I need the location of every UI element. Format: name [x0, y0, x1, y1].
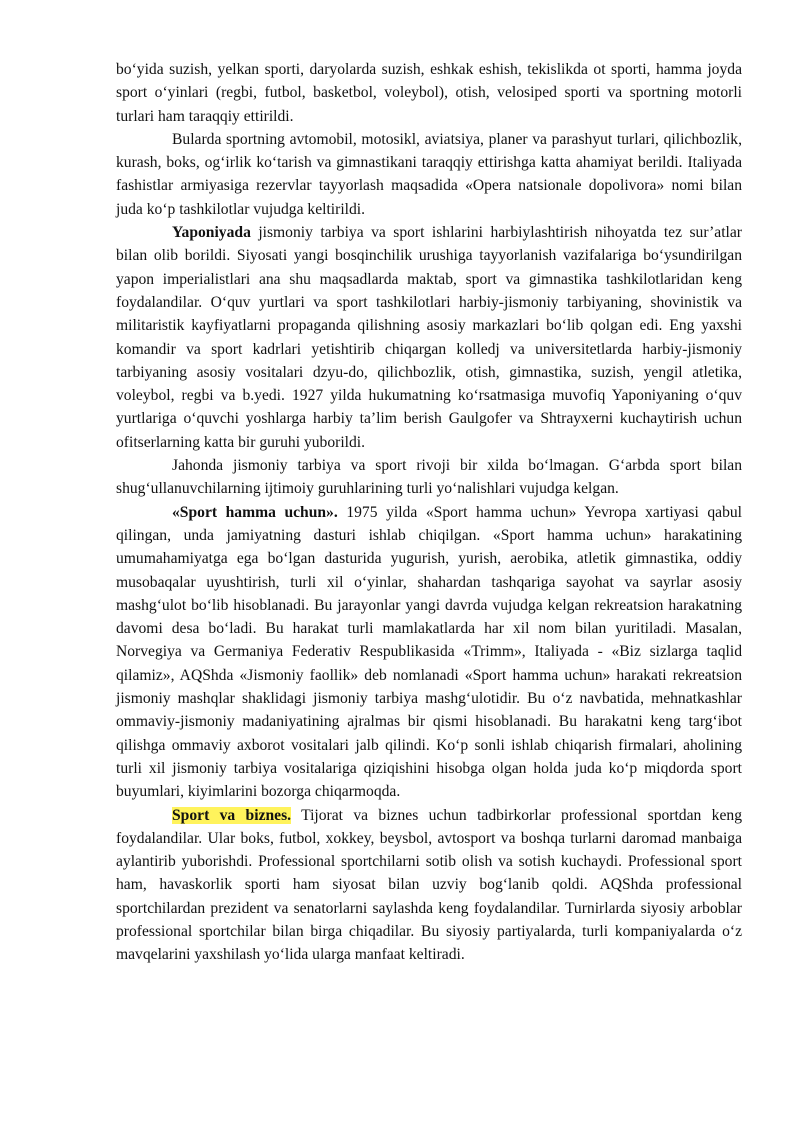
- paragraph-5-body: 1975 yilda «Sport hamma uchun» Yevropa xartiyasi qabul qilingan, unda jamiyatning dasturi ishlab chiqilgan. «Sport hamma uchun» harakatining umumahamiyatga ega bo‘lgan dasturida yugurish, yurish, aerobika, atletik gimnastika, oddiy musobaqalar uyushtirish, turli xil o‘yinlar, shahardan tashqariga sayohat va sayrlar asosiy mashg‘ulot bo‘lib hisoblanadi. Bu jarayonlar yangi davrda vujudga kelgan rekreatsion harakatning davomi desa bo‘ladi. Bu harakat turli mamlakatlarda har xil nom bilan yuritiladi. Masalan, Norvegiya va Germaniya Federativ Respublikasida «Trimm», Italiyada - «Biz sizlarga taqlid qilamiz», AQShda «Jismoniy faollik» deb nomlanadi «Sport hamma uchun» harakati rekreatsion jismoniy mashqlar shaklidagi jismoniy tarbiya mashg‘ulotidir. Bu o‘z navbatida, mehnatkashlar ommaviy-jismoniy madaniyatining ajralmas bir qismi hisoblanadi. Bu harakatni keng targ‘ibot qilishga ommaviy axborot vositalari jalb qilindi. Ko‘p sonli ishlab chiqarish firmalari, aholining turli xil jismoniy tarbiya vositalariga qiziqishini hisobga olgan holda juda ko‘p miqdorda sport buyumlari, kiyimlarini bozorga chiqarmoqda.: [116, 503, 742, 801]
- paragraph-3: [116, 221, 742, 454]
- paragraph-3-body: jismoniy tarbiya va sport ishlarini harbiylashtirish nihoyatda tez sur’atlar bilan olib borildi. Siyosati yangi bosqinchilik urushiga tayyorlanish vazifalariga bo‘ysundirilgan yapon imperialistlari ana shu maqsadlarda maktab, sport va gimnastika tashkilotlaridan keng foydalandilar. O‘quv yurtlari va sport tashkilotlari harbiy-jismoniy tarbiyaning, shovinistik va militaristik kayfiyatlarni propaganda qilishning asosiy markazlari bo‘lib qolgan edi. Eng yaxshi komandir va sport kadrlari yetishtirib chiqargan kolledj va universitetlarda harbiy-jismoniy tarbiyaning asosiy vositalari dzyu-do, qilichbozlik, otish, gimnastika, suzish, yengil atletika, voleybol, regbi va b.yedi. 1927 yilda hukumatning ko‘rsatmasiga muvofiq Yaponiyaning o‘quv yurtlariga o‘quvchi yoshlarga harbiy ta’lim berish Gaulgofer va Shtrayxerni kuchaytirish uchun ofitserlarning katta bir guruhi yuborildi.: [116, 224, 742, 451]
- document-page: [116, 58, 742, 967]
- paragraph-5: [116, 501, 742, 804]
- paragraph-6-body: Tijorat va biznes uchun tadbirkorlar professional sportdan keng foydalandilar. Ular boks, futbol, xokkey, beysbol, avtosport va boshqa turlarni daromad manbaiga aylantirib yuborishdi. Professional sportchilarni sotib olish va sotish kuchaydi. Professional sport ham, havaskorlik sporti ham siyosat bilan uzviy bog‘lanib qoldi. AQShda professional sportchilardan prezident va senatorlarni saylashda keng foydalandilar. Turnirlarda siyosiy arboblar professional sportchilar bilan birga chiqadilar. Bu siyosiy partiyalarda, turli kompaniyalarda o‘z mavqelarini yaxshilash yo‘lida ularga manfaat keltiradi.: [116, 806, 742, 964]
- paragraph-4: Jahonda jismoniy tarbiya va sport rivoji bir xilda bo‘lmagan. G‘arbda sport bilan shug‘ullanuvchilarning ijtimoiy guruhlarining turli yo‘nalishlari vujudga kelgan.: [116, 457, 742, 498]
- heading-yaponiyada: Yaponiyada: [172, 224, 251, 242]
- heading-sport-hamma-uchun: «Sport hamma uchun».: [172, 503, 338, 521]
- paragraph-1: bo‘yida suzish, yelkan sporti, daryolarda suzish, eshkak eshish, tekislikda ot sporti, hamma joyda sport o‘yinlari (regbi, futbol, basketbol, voleybol), otish, velosiped sporti va sportning motorli turlari ham taraqqiy ettirildi.: [116, 61, 742, 125]
- paragraph-2: Bularda sportning avtomobil, motosikl, aviatsiya, planer va parashyut turlari, qilichbozlik, kurash, boks, og‘irlik ko‘tarish va gimnastikani taraqqiy ettirishga katta ahamiyat berildi. Italiyada fashistlar armiyasiga rezervlar tayyorlash maqsadida «Opera natsionale dopolivora» nomi bilan juda ko‘p tashkilotlar vujudga keltirildi.: [116, 130, 742, 218]
- paragraph-6: [116, 804, 742, 967]
- highlighted-heading-sport-va-biznes: Sport va biznes.: [172, 806, 292, 824]
